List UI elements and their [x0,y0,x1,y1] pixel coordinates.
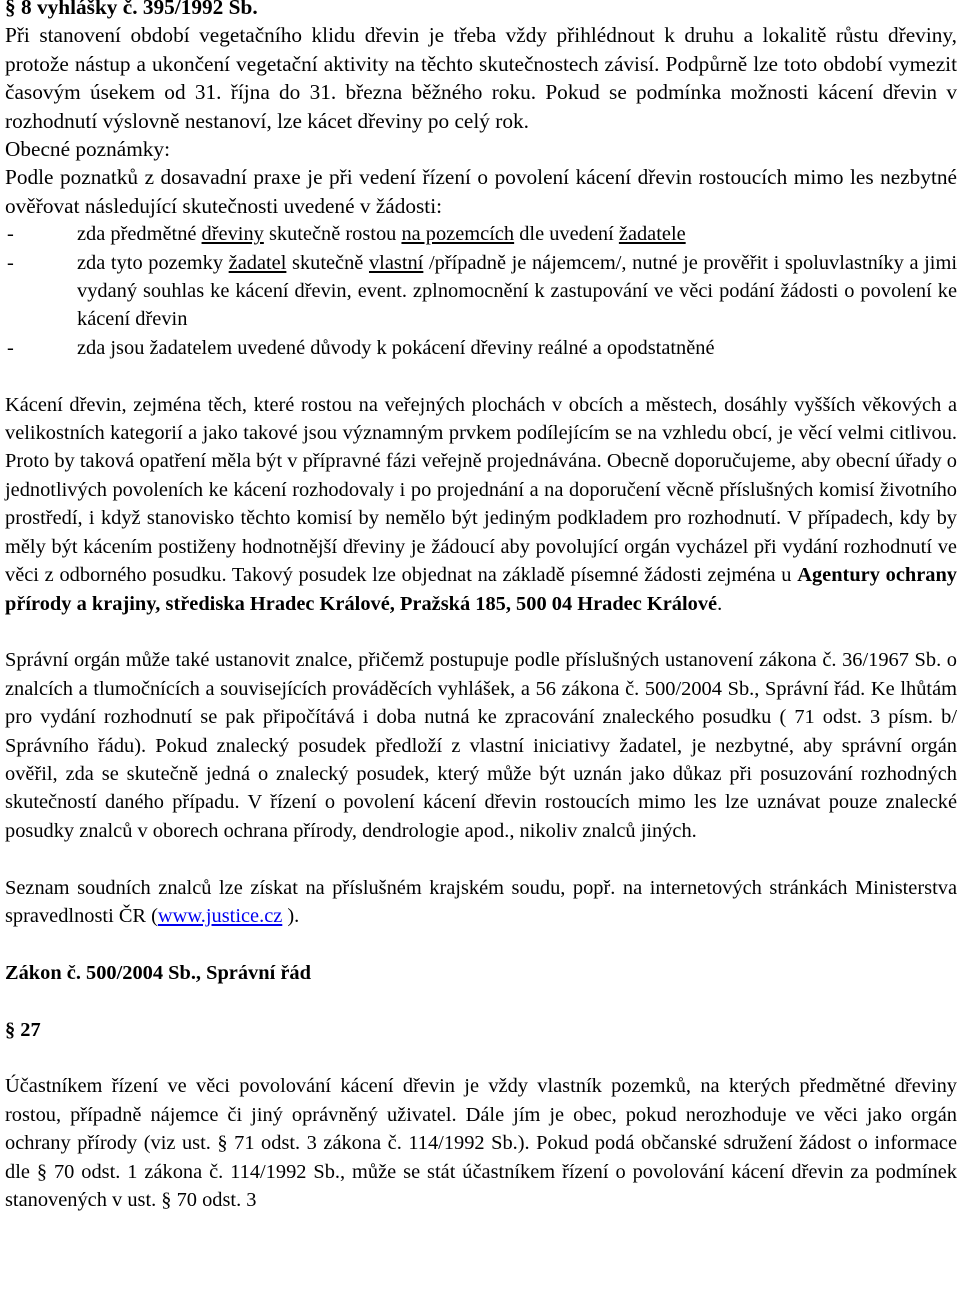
paragraph-experts-list: Seznam soudních znalců lze získat na příslušném krajském soudu, popř. na internetových stránkách Ministerstva spravedlnosti ČR (www.justice.cz ). [5,876,957,927]
law-title: Zákon č. 500/2004 Sb., Správní řád [5,961,311,984]
agency-address: Agentury ochrany přírody a krajiny, střediska Hradec Králové, Pražská 185, 500 04 Hradec Králové [5,564,957,615]
paragraph-vegetation-period: Při stanovení období vegetačního klidu dřevin je třeba vždy přihlédnout k druhu a lokalitě růstu dřeviny, protože nástup a ukončení vegetační aktivity na těchto skutečnostech závisí. Podpůrně lze toto období vymezit časovým úsekem od 31. října do 31. března běžného roku. Pokud se podmínka možnosti kácení dřevin v rozhodnutí výslovně nestanoví, lze kácet dřeviny po celý rok. [5,23,957,133]
paragraph-expert: Správní orgán může také ustanovit znalce, přičemž postupuje podle příslušných ustanovení zákona č. 36/1967 Sb. o znalcích a tlumočnících a souvisejících prováděcích vyhlášek, a 56 zákona č. 500/2004 Sb., Správní řád. Ke lhůtám pro vydání rozhodnutí se pak připočítává i doba nutná ke zpracování znaleckého posudku ( 71 odst. 3 písm. b/ Správního řádu). Pokud znalecký posudek předloží z vlastní iniciativy žadatel, je nezbytné, aby správní orgán ověřil, zda se skutečně jedná o znalecký posudek, který může být uznán jako důkaz při posuzování rozhodných skutečností daného případu. V řízení o povolení kácení dřevin rostoucích mimo les lze uznávat pouze znalecké posudky znalců v oborech ochrana přírody, dendrologie apod., nikoliv znalců jiných. [5,649,957,842]
notes-heading: Obecné poznámky: [5,137,170,162]
document-page [5,0,957,1214]
list-item: - zda tyto pozemky žadatel skutečně vlastní /případně je nájemcem/, nutné je prověřit i spoluvlastníky a jimi vydaný souhlas ke kácení dřevin, event. zplnomocnění k zastupování ve věci podání žádosti o povolení ke kácení dřevin [5,249,957,334]
section-heading: § 8 vyhlášky č. 395/1992 Sb. [5,0,258,19]
list-item: - zda jsou žadatelem uvedené důvody k pokácení dřeviny reálné a opodstatněné [5,334,957,362]
paragraph-public-trees: Kácení dřevin, zejména těch, které rostou na veřejných plochách v obcích a městech, dosáhly vyšších věkových a velikostních kategorií a jako takové jsou významným prvkem podílejícím se na vzhledu obcí, je věcí velmi citlivou. Proto by taková opatření měla být v přípravné fázi veřejně projednávána. Obecně doporučujeme, aby obecní úřady o jednotlivých povoleních ke kácení rozhodovaly i po projednání a na doporučení věcně příslušných komisí životního prostředí, i když stanovisko těchto komisí by nemělo být jediným podkladem pro rozhodnutí. V případech, kdy by měly být kácením postiženy hodnotnější dřeviny je žádoucí aby povolující orgán vycházel při vydání rozhodnutí ve věci z odborného posudku. Takový posudek lze objednat na základě písemné žádosti zejména u Agentury ochrany přírody a krajiny, střediska Hradec Králové, Pražská 185, 500 04 Hradec Králové. [5,393,957,615]
notes-intro: Podle poznatků z dosavadní praxe je při vedení řízení o povolení kácení dřevin rostoucích mimo les nezbytné ověřovat následující skutečnosti uvedené v žádosti: [5,165,957,218]
block-1 [5,21,957,220]
list-item: - zda předmětné dřeviny skutečně rostou na pozemcích dle uvedení žadatele [5,220,957,248]
paragraph-mark: § 27 [5,1018,41,1041]
paragraph-participants: Účastníkem řízení ve věci povolování kácení dřevin je vždy vlastník pozemků, na kterých předmětné dřeviny rostou, případně nájemce či jiný oprávněný uživatel. Dále jím je obec, pokud nerozhoduje ve věci jako orgán ochrany přírody (viz ust. § 71 odst. 3 zákona č. 114/1992 Sb.). Pokud podá občanské sdružení žádost o informace dle § 70 odst. 1 zákona č. 114/1992 Sb., může se stát účastníkem řízení o povolování kácení dřevin za podmínek stanovených v ust. § 70 odst. 3 [5,1075,957,1211]
checklist [5,220,957,362]
justice-link[interactable]: www.justice.cz [157,904,283,927]
